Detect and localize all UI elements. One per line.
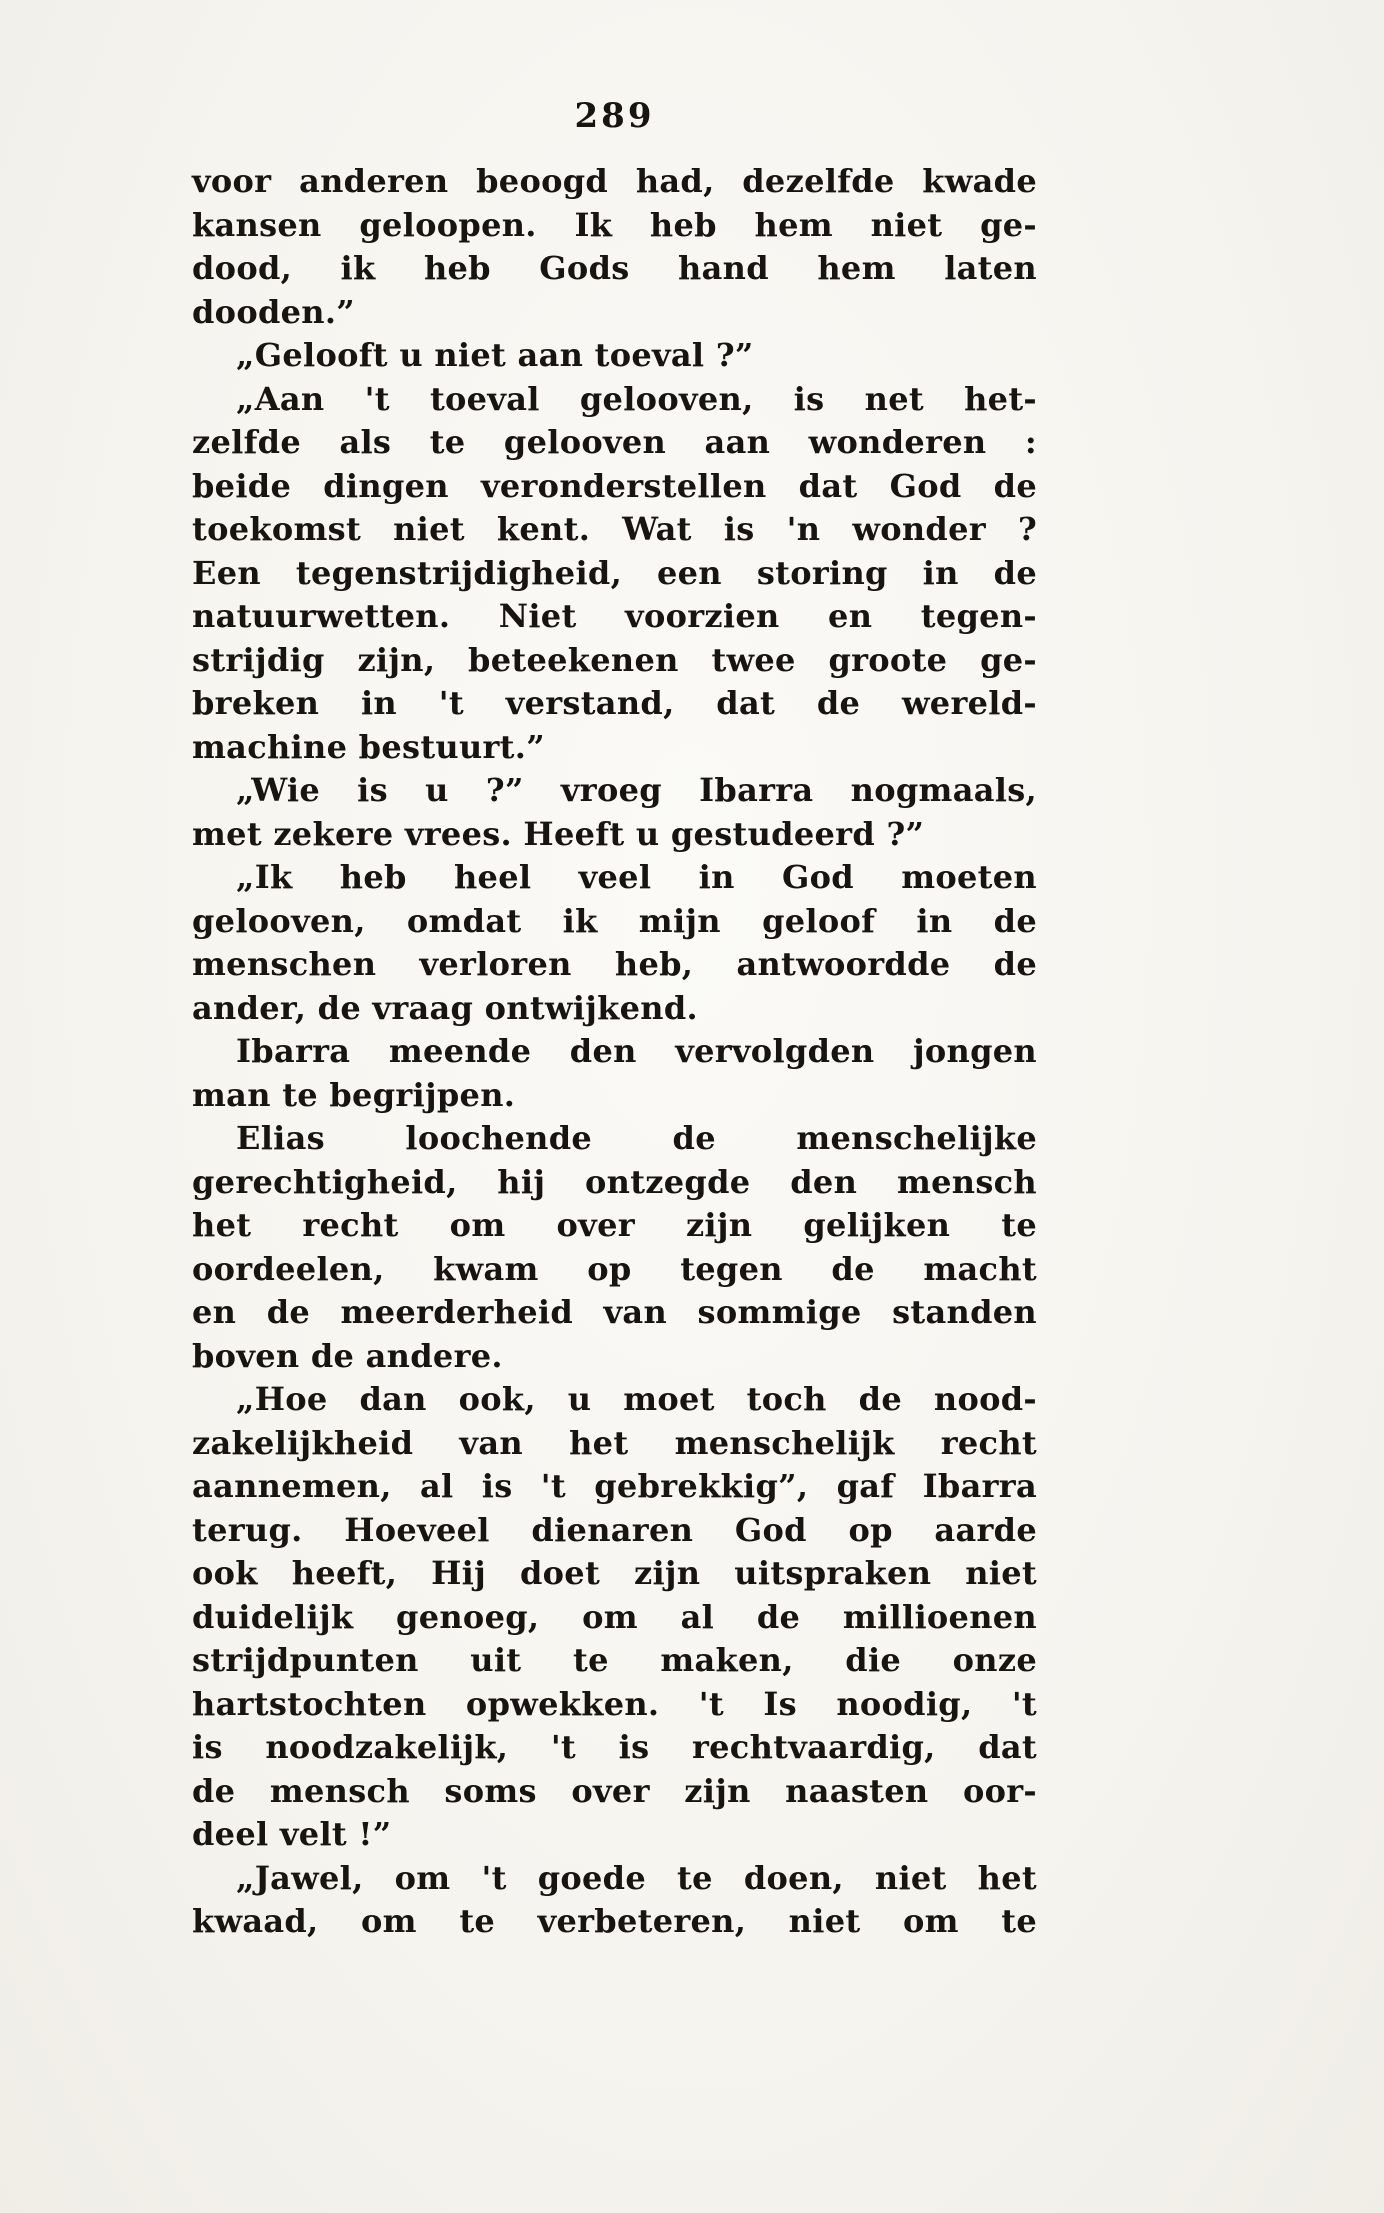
text-line: gerechtigheid, hij ontzegde den mensch [192,1162,1037,1201]
paragraph [192,1857,1037,1944]
text-line: man te begrijpen. [192,1075,516,1114]
text-line: machine bestuurt.” [192,727,545,766]
text-line: dooden.” [192,292,356,331]
text-line: de mensch soms over zijn naasten oor- [192,1771,1037,1810]
text-line: Elias loochende de menschelijke [236,1119,1037,1157]
page-number: 289 [574,96,655,136]
text-line: „Gelooft u niet aan toeval ?” [236,336,754,374]
text-line: strijdpunten uit te maken, die onze [192,1641,1037,1679]
text-line: oordeelen, kwam op tegen de macht [192,1249,1037,1288]
text-line: menschen verloren heb, antwoordde de [192,945,1037,983]
text-line: boven de andere. [192,1336,503,1375]
paragraph [192,856,1037,1030]
paragraph [192,1030,1037,1117]
text-line: zakelijkheid van het menschelijk recht [192,1423,1037,1462]
paragraph [192,1378,1037,1857]
text-line: dood, ik heb Gods hand hem laten [192,249,1037,287]
text-line: „Aan 't toeval gelooven, is net het- [236,379,1037,418]
text-line: beide dingen veronderstellen dat God de [192,466,1037,505]
text-line: breken in 't verstand, dat de wereld- [192,684,1037,722]
text-block [192,160,1037,1944]
text-line: deel velt !” [192,1815,392,1853]
text-line: met zekere vrees. Heeft u gestudeerd ?” [192,814,925,853]
text-line: „Hoe dan ook, u moet toch de nood- [236,1380,1037,1418]
text-line: kansen geloopen. Ik heb hem niet ge- [192,205,1037,244]
text-line: strijdig zijn, beteekenen twee groote ge- [192,640,1037,679]
text-line: ook heeft, Hij doet zijn uitspraken niet [192,1554,1037,1592]
paragraph [192,378,1037,770]
text-line: toekomst niet kent. Wat is 'n wonder ? [192,510,1037,548]
paragraph [192,769,1037,856]
text-line: en de meerderheid van sommige standen [192,1293,1037,1331]
text-line: Ibarra meende den vervolgden jongen [236,1032,1037,1070]
text-line: „Ik heb heel veel in God moeten [236,858,1037,896]
text-line: zelfde als te gelooven aan wonderen : [192,423,1037,461]
text-line: gelooven, omdat ik mijn geloof in de [192,901,1037,940]
text-line: „Wie is u ?” vroeg Ibarra nogmaals, [236,771,1037,809]
text-line: duidelijk genoeg, om al de millioenen [192,1597,1037,1636]
paragraph [192,1117,1037,1378]
text-line: kwaad, om te verbeteren, niet om te [192,1902,1037,1940]
text-line: natuurwetten. Niet voorzien en tegen- [192,597,1037,635]
text-line: aannemen, al is 't gebrekkig”, gaf Ibarra [192,1467,1037,1505]
text-line: hartstochten opwekken. 't Is noodig, 't [192,1684,1037,1723]
text-line: is noodzakelijk, 't is rechtvaardig, dat [192,1728,1037,1766]
text-line: voor anderen beoogd had, dezelfde kwade [192,162,1037,200]
text-line: ander, de vraag ontwijkend. [192,988,698,1027]
paragraph [192,334,1037,378]
text-line: Een tegenstrijdigheid, een storing in de [192,553,1037,592]
paragraph [192,160,1037,334]
text-line: terug. Hoeveel dienaren God op aarde [192,1510,1037,1549]
text-line: „Jawel, om 't goede te doen, niet het [236,1858,1037,1897]
text-line: het recht om over zijn gelijken te [192,1206,1037,1244]
